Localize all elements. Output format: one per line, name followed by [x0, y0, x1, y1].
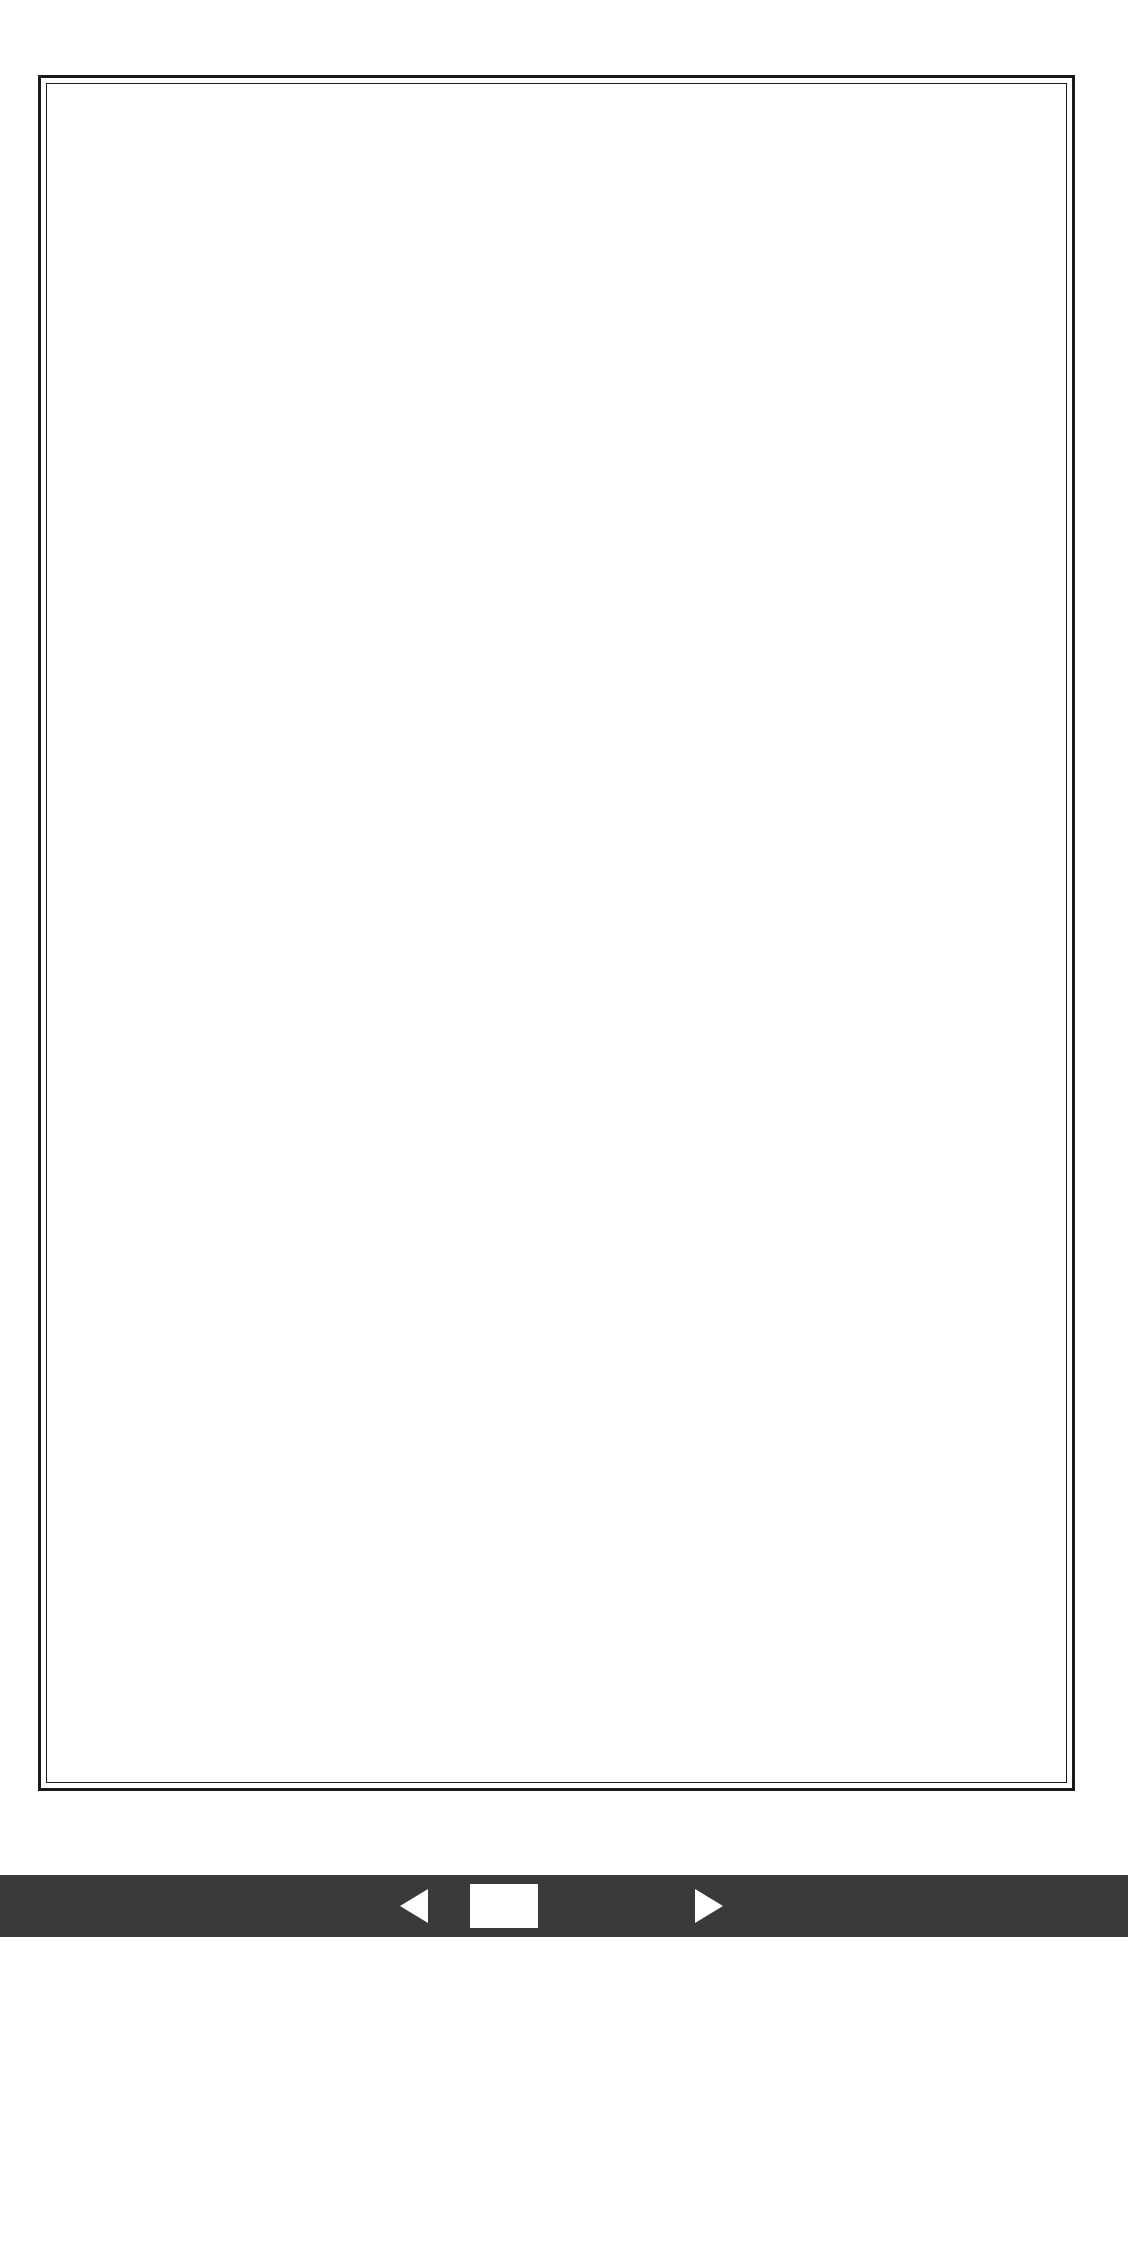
log-table [38, 75, 1075, 1791]
page-navigation-bar [0, 1875, 1128, 1937]
page-number-input[interactable] [470, 1884, 538, 1928]
next-page-button[interactable] [695, 1889, 723, 1923]
prev-page-button[interactable] [400, 1889, 428, 1923]
